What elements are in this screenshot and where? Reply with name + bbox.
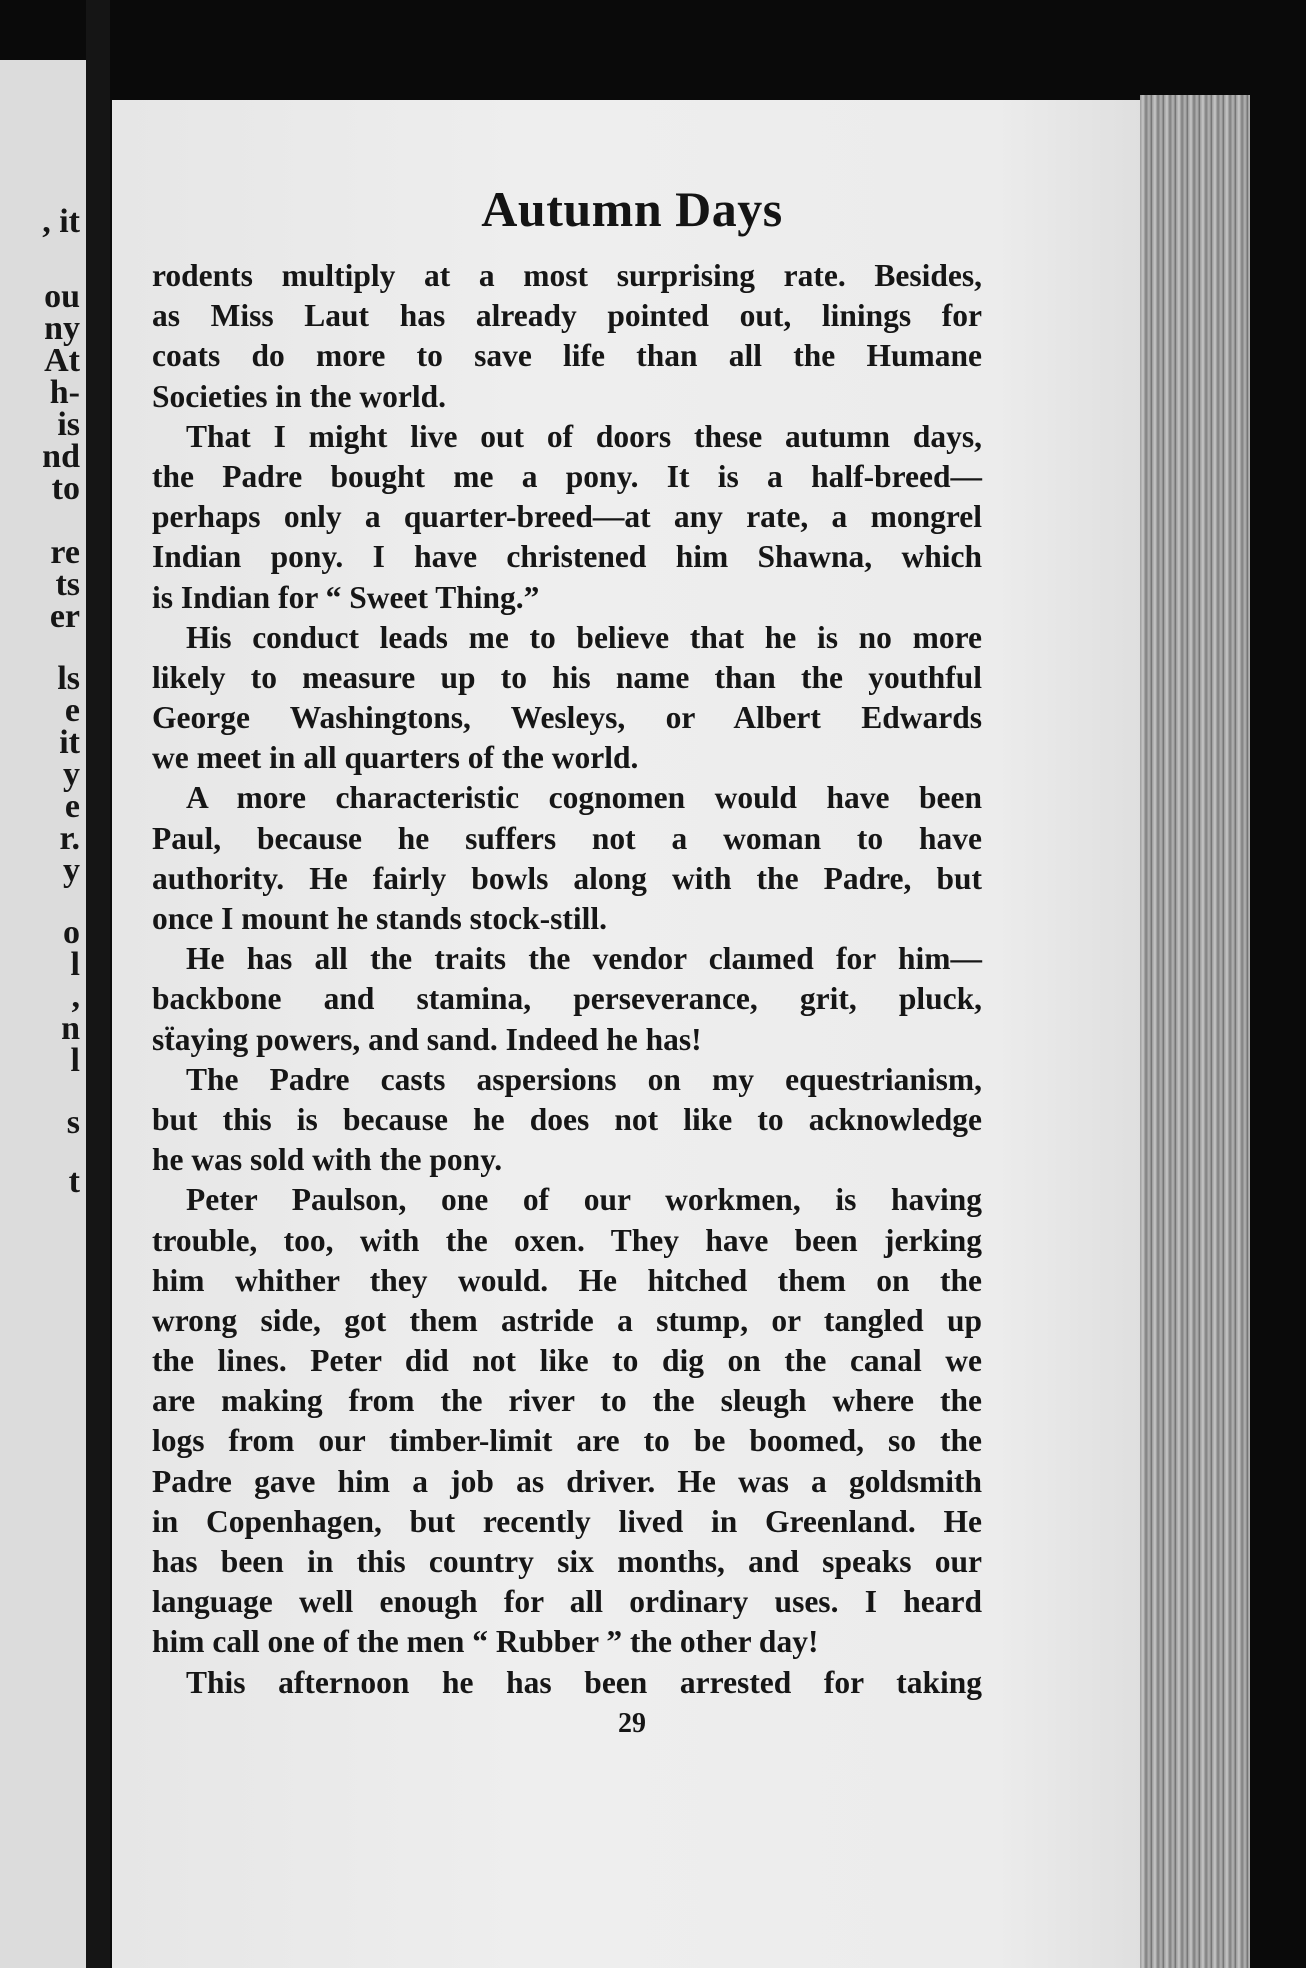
- left-page-fragment: n: [61, 1012, 80, 1046]
- left-page-fragment: re: [50, 536, 80, 570]
- text-line: as Miss Laut has already pointed out, linings for: [152, 298, 982, 334]
- text-line: That I might live out of doors these autumn days,: [186, 418, 982, 454]
- text-line: but this is because he does not like to acknowledge: [152, 1101, 982, 1137]
- page-body-text: [152, 256, 982, 1703]
- page-number: 29: [618, 1708, 646, 1739]
- text-line: the Padre bought me a pony. It is a half-breed—: [152, 458, 982, 494]
- text-line: in Copenhagen, but recently lived in Greenland. He: [152, 1503, 982, 1539]
- left-page-fragment: e: [64, 790, 80, 824]
- left-page-fragment: l: [70, 948, 80, 982]
- text-line: Indian pony. I have christened him Shawna, which: [152, 539, 982, 575]
- page-edges-stack: [1140, 95, 1250, 1968]
- left-page-fragment: At: [44, 344, 80, 378]
- left-page-fragment: ,: [71, 980, 80, 1014]
- left-page-fragment: ts: [55, 568, 80, 602]
- text-line: is Indian for “ Sweet Thing.”: [152, 579, 540, 615]
- text-line: likely to measure up to his name than the youthful: [152, 659, 982, 695]
- text-line: wrong side, got them astride a stump, or tangled up: [152, 1302, 982, 1338]
- left-page-fragment: , it: [42, 205, 80, 239]
- left-page-fragment: e: [64, 694, 80, 728]
- text-line: logs from our timber-limit are to be boomed, so the: [152, 1423, 982, 1459]
- text-line: A more characteristic cognomen would have been: [186, 780, 982, 816]
- running-head: Autumn Days: [481, 181, 783, 237]
- text-line: Societies in the world.: [152, 378, 446, 414]
- text-line: Paul, because he suffers not a woman to have: [152, 820, 982, 856]
- left-page-edge: [0, 60, 90, 1968]
- text-line: once I mount he stands stock-still.: [152, 901, 608, 936]
- text-line: has been in this country six months, and speaks our: [152, 1544, 982, 1579]
- text-line: This afternoon he has been arrested for taking: [186, 1664, 982, 1700]
- text-line: perhaps only a quarter-breed—at any rate, a mongrel: [152, 499, 982, 535]
- book-gutter: [86, 0, 110, 1968]
- scan-background: [1250, 0, 1306, 1968]
- text-line: George Washingtons, Wesleys, or Albert Edwards: [152, 700, 982, 736]
- text-line: he was sold with the pony.: [152, 1142, 503, 1178]
- left-page-fragment: er: [49, 600, 80, 634]
- text-line: the lines. Peter did not like to dig on the canal we: [152, 1343, 982, 1379]
- text-line: trouble, too, with the oxen. They have been jerking: [152, 1222, 982, 1258]
- left-page-fragment: y: [63, 758, 80, 792]
- left-page-fragment: t: [68, 1165, 80, 1199]
- text-line: him call one of the men “ Rubber ” the other day!: [152, 1624, 819, 1660]
- left-page-fragment: l: [70, 1044, 80, 1078]
- text-line: He has all the traits the vendor claımed for him—: [186, 941, 982, 977]
- text-line: authority. He fairly bowls along with the Padre, but: [152, 860, 982, 896]
- text-line: rodents multiply at a most surprising rate. Besides,: [152, 258, 982, 293]
- left-page-fragment: h-: [49, 376, 80, 410]
- text-line: sẗaying powers, and sand. Indeed he has!: [152, 1021, 702, 1057]
- left-page-fragment: y: [63, 854, 80, 888]
- text-line: The Padre casts aspersions on my equestrianism,: [186, 1061, 982, 1097]
- text-line: Padre gave him a job as driver. He was a goldsmith: [152, 1463, 982, 1499]
- left-page-fragment: to: [51, 472, 80, 506]
- left-page-fragment: o: [63, 916, 80, 950]
- left-page-fragment: ou: [44, 280, 80, 314]
- left-page-fragment: ls: [57, 662, 80, 696]
- text-line: His conduct leads me to believe that he is no more: [186, 619, 982, 655]
- text-line: we meet in all quarters of the world.: [152, 740, 639, 776]
- text-line: coats do more to save life than all the Humane: [152, 338, 982, 374]
- text-line: are making from the river to the sleugh where the: [152, 1383, 982, 1419]
- left-page-fragment: ny: [44, 312, 80, 346]
- left-page-fragment: nd: [42, 440, 80, 474]
- text-line: backbone and stamina, perseverance, grit, pluck,: [152, 981, 982, 1017]
- left-page-fragment: s: [66, 1106, 80, 1140]
- left-page-fragment: it: [59, 726, 80, 760]
- text-line: Peter Paulson, one of our workmen, is having: [186, 1182, 982, 1218]
- left-page-fragment: is: [57, 408, 80, 442]
- left-page-fragment: r.: [59, 822, 80, 856]
- text-line: language well enough for all ordinary uses. I heard: [152, 1584, 982, 1620]
- text-line: him whither they would. He hitched them on the: [152, 1262, 982, 1298]
